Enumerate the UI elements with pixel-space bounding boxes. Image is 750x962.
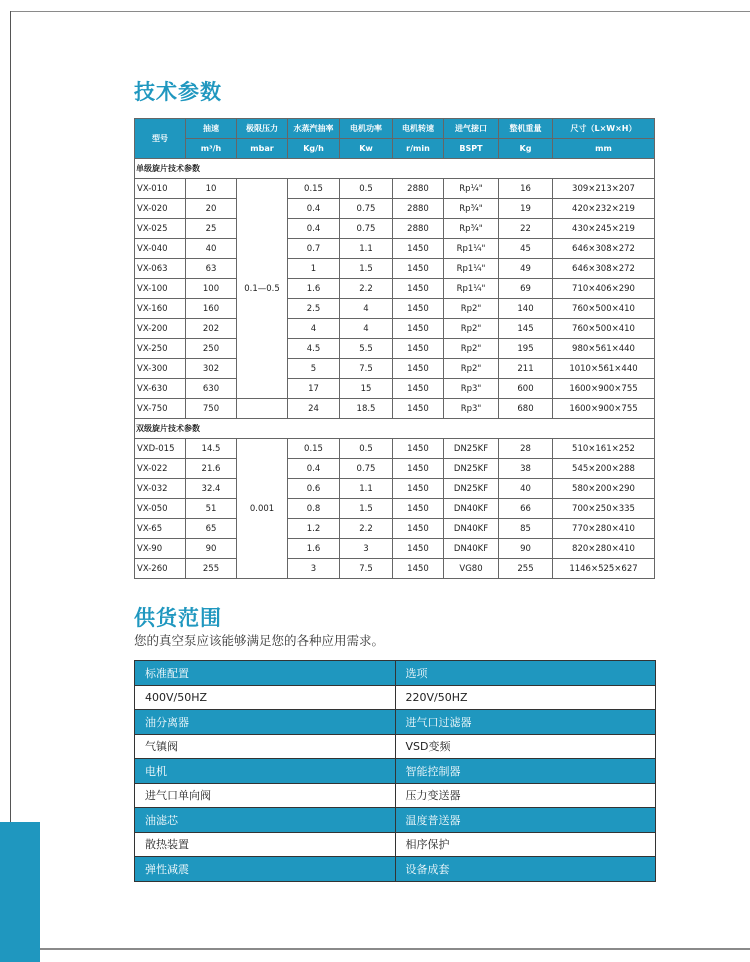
table-cell: 66: [499, 499, 553, 519]
standard-config-cell: 标准配置: [135, 661, 396, 686]
model-cell: VX-200: [135, 319, 186, 339]
table-row: [135, 359, 655, 379]
table-cell: 4: [288, 319, 340, 339]
table-cell: 1450: [393, 279, 444, 299]
table-cell: 0.5: [340, 179, 393, 199]
section-label: 双级旋片技术参数: [135, 419, 655, 439]
table-cell: 2880: [393, 219, 444, 239]
supply-row: [135, 661, 656, 686]
ultimate-pressure-cell: 0.1—0.5: [237, 179, 288, 399]
table-row: [135, 339, 655, 359]
table-cell: 1450: [393, 339, 444, 359]
table-cell: 250: [186, 339, 237, 359]
table-cell: VG80: [444, 559, 499, 579]
table-cell: Rp¾": [444, 199, 499, 219]
model-cell: VX-750: [135, 399, 186, 419]
supply-row: [135, 710, 656, 735]
table-cell: 680: [499, 399, 553, 419]
table-cell: 4: [340, 299, 393, 319]
table-cell: 0.15: [288, 439, 340, 459]
table-cell: 646×308×272: [553, 239, 655, 259]
table-cell: 600: [499, 379, 553, 399]
table-cell: Rp1¼": [444, 279, 499, 299]
table-cell: 1450: [393, 239, 444, 259]
table-row: [135, 259, 655, 279]
table-cell: 1: [288, 259, 340, 279]
option-cell: 相序保护: [395, 832, 656, 857]
table-cell: Rp¾": [444, 219, 499, 239]
standard-config-cell: 弹性减震: [135, 857, 396, 882]
table-cell: 3: [340, 539, 393, 559]
table-cell: 0.8: [288, 499, 340, 519]
table-cell: Rp1¼": [444, 239, 499, 259]
table-cell: 20: [186, 199, 237, 219]
section-row: [135, 159, 655, 179]
table-cell: Rp3": [444, 399, 499, 419]
table-cell: 0.5: [340, 439, 393, 459]
option-cell: 选项: [395, 661, 656, 686]
table-cell: 4: [340, 319, 393, 339]
table-cell: 0.6: [288, 479, 340, 499]
table-row: [135, 539, 655, 559]
model-cell: VX-250: [135, 339, 186, 359]
standard-config-cell: 散热装置: [135, 832, 396, 857]
model-cell: VX-022: [135, 459, 186, 479]
table-cell: 1450: [393, 559, 444, 579]
table-cell: 630: [186, 379, 237, 399]
table-cell: 202: [186, 319, 237, 339]
model-cell: VX-010: [135, 179, 186, 199]
supply-row: [135, 759, 656, 784]
model-cell: VX-025: [135, 219, 186, 239]
table-cell: 3: [288, 559, 340, 579]
page-frame-top: [10, 11, 750, 12]
supply-row: [135, 832, 656, 857]
table-cell: 710×406×290: [553, 279, 655, 299]
ultimate-pressure-cell: 0.001: [237, 439, 288, 579]
table-cell: 140: [499, 299, 553, 319]
column-header: 抽速: [186, 119, 237, 139]
table-cell: Rp1¼": [444, 259, 499, 279]
units-row: [135, 139, 655, 159]
option-cell: 压力变送器: [395, 783, 656, 808]
table-row: [135, 519, 655, 539]
column-header: 水蒸汽抽率: [288, 119, 340, 139]
table-cell: 750: [186, 399, 237, 419]
table-row: [135, 319, 655, 339]
table-cell: DN25KF: [444, 459, 499, 479]
table-row: [135, 179, 655, 199]
table-cell: 1450: [393, 499, 444, 519]
table-cell: 49: [499, 259, 553, 279]
decorative-blue-block: [0, 822, 40, 962]
table-cell: 1450: [393, 519, 444, 539]
table-cell: 2.2: [340, 519, 393, 539]
table-cell: 1.5: [340, 499, 393, 519]
column-unit: Kw: [340, 139, 393, 159]
table-cell: 1010×561×440: [553, 359, 655, 379]
table-cell: 51: [186, 499, 237, 519]
model-cell: VX-260: [135, 559, 186, 579]
model-cell: VXD-015: [135, 439, 186, 459]
table-cell: 980×561×440: [553, 339, 655, 359]
spec-title: 技术参数: [134, 80, 222, 104]
table-cell: 40: [499, 479, 553, 499]
table-cell: 100: [186, 279, 237, 299]
model-cell: VX-65: [135, 519, 186, 539]
table-cell: 1450: [393, 479, 444, 499]
column-header: 型号: [135, 119, 186, 159]
supply-title: 供货范围: [134, 606, 222, 630]
table-cell: 0.75: [340, 459, 393, 479]
standard-config-cell: 400V/50HZ: [135, 685, 396, 710]
table-cell: 1450: [393, 399, 444, 419]
model-cell: VX-300: [135, 359, 186, 379]
table-cell: 545×200×288: [553, 459, 655, 479]
table-row: [135, 279, 655, 299]
table-cell: 85: [499, 519, 553, 539]
table-cell: 90: [499, 539, 553, 559]
option-cell: VSD变频: [395, 734, 656, 759]
option-cell: 设备成套: [395, 857, 656, 882]
table-cell: 1450: [393, 319, 444, 339]
option-cell: 智能控制器: [395, 759, 656, 784]
column-unit: Kg/h: [288, 139, 340, 159]
column-header: 整机重量: [499, 119, 553, 139]
table-cell: Rp3": [444, 379, 499, 399]
table-cell: 2880: [393, 199, 444, 219]
table-cell: 1450: [393, 259, 444, 279]
table-row: [135, 479, 655, 499]
table-cell: 63: [186, 259, 237, 279]
table-cell: 5: [288, 359, 340, 379]
table-cell: 420×232×219: [553, 199, 655, 219]
supply-row: [135, 685, 656, 710]
table-cell: 16: [499, 179, 553, 199]
table-cell: 255: [499, 559, 553, 579]
table-row: [135, 459, 655, 479]
table-cell: 1450: [393, 299, 444, 319]
table-cell: 14.5: [186, 439, 237, 459]
supply-row: [135, 857, 656, 882]
table-cell: 5.5: [340, 339, 393, 359]
table-cell: 2880: [393, 179, 444, 199]
table-cell: 1.1: [340, 479, 393, 499]
table-row: [135, 559, 655, 579]
spec-table: [134, 118, 655, 579]
option-cell: 220V/50HZ: [395, 685, 656, 710]
standard-config-cell: 油分离器: [135, 710, 396, 735]
table-cell: 0.75: [340, 199, 393, 219]
table-cell: 40: [186, 239, 237, 259]
supply-row: [135, 783, 656, 808]
table-cell: 1450: [393, 539, 444, 559]
table-row: [135, 299, 655, 319]
table-cell: 2.5: [288, 299, 340, 319]
table-row: [135, 219, 655, 239]
table-cell: 15: [340, 379, 393, 399]
column-unit: mbar: [237, 139, 288, 159]
table-cell: 90: [186, 539, 237, 559]
column-header: 进气接口: [444, 119, 499, 139]
table-row: [135, 439, 655, 459]
column-header: 极限压力: [237, 119, 288, 139]
table-cell: Rp2": [444, 319, 499, 339]
model-cell: VX-040: [135, 239, 186, 259]
table-cell: 302: [186, 359, 237, 379]
table-cell: 430×245×219: [553, 219, 655, 239]
table-cell: 1450: [393, 379, 444, 399]
model-cell: VX-050: [135, 499, 186, 519]
table-cell: 1450: [393, 359, 444, 379]
table-cell: Rp2": [444, 359, 499, 379]
section-label: 单级旋片技术参数: [135, 159, 655, 179]
supply-row: [135, 808, 656, 833]
table-cell: 0.15: [288, 179, 340, 199]
supply-subtitle: 您的真空泵应该能够满足您的各种应用需求。: [134, 633, 385, 648]
standard-config-cell: 气镇阀: [135, 734, 396, 759]
table-cell: 0.7: [288, 239, 340, 259]
table-row: [135, 499, 655, 519]
supply-row: [135, 734, 656, 759]
table-cell: 32.4: [186, 479, 237, 499]
table-cell: 17: [288, 379, 340, 399]
table-cell: 760×500×410: [553, 319, 655, 339]
table-cell: Rp2": [444, 299, 499, 319]
table-cell: 309×213×207: [553, 179, 655, 199]
table-cell: 1450: [393, 459, 444, 479]
table-cell: 18.5: [340, 399, 393, 419]
table-cell: 1600×900×755: [553, 399, 655, 419]
table-cell: 0.75: [340, 219, 393, 239]
table-cell: 160: [186, 299, 237, 319]
model-cell: VX-160: [135, 299, 186, 319]
table-cell: 1.6: [288, 279, 340, 299]
table-cell: 1450: [393, 439, 444, 459]
table-cell: 2.2: [340, 279, 393, 299]
page-frame-left: [10, 11, 11, 949]
table-cell: 510×161×252: [553, 439, 655, 459]
table-cell: 580×200×290: [553, 479, 655, 499]
table-cell: 1.2: [288, 519, 340, 539]
table-row: [135, 399, 655, 419]
table-cell: 19: [499, 199, 553, 219]
table-cell: 7.5: [340, 359, 393, 379]
table-cell: 7.5: [340, 559, 393, 579]
table-cell: 0.4: [288, 459, 340, 479]
table-cell: Rp2": [444, 339, 499, 359]
column-unit: Kg: [499, 139, 553, 159]
table-cell: 24: [288, 399, 340, 419]
standard-config-cell: 进气口单向阀: [135, 783, 396, 808]
table-cell: 22: [499, 219, 553, 239]
model-cell: VX-032: [135, 479, 186, 499]
model-cell: VX-063: [135, 259, 186, 279]
table-cell: 0.4: [288, 219, 340, 239]
column-unit: mm: [553, 139, 655, 159]
table-cell: 10: [186, 179, 237, 199]
empty-cell: [237, 399, 288, 419]
column-header: 电机转速: [393, 119, 444, 139]
table-cell: 700×250×335: [553, 499, 655, 519]
table-cell: 145: [499, 319, 553, 339]
column-unit: m³/h: [186, 139, 237, 159]
table-cell: 646×308×272: [553, 259, 655, 279]
table-row: [135, 199, 655, 219]
column-unit: r/min: [393, 139, 444, 159]
table-cell: 1.6: [288, 539, 340, 559]
table-cell: 21.6: [186, 459, 237, 479]
option-cell: 进气口过滤器: [395, 710, 656, 735]
standard-config-cell: 油滤芯: [135, 808, 396, 833]
table-cell: 25: [186, 219, 237, 239]
column-header: 电机功率: [340, 119, 393, 139]
table-cell: 4.5: [288, 339, 340, 359]
option-cell: 温度普送器: [395, 808, 656, 833]
header-row: [135, 119, 655, 139]
table-cell: 1600×900×755: [553, 379, 655, 399]
table-cell: 211: [499, 359, 553, 379]
table-cell: 0.4: [288, 199, 340, 219]
table-cell: 1.1: [340, 239, 393, 259]
column-header: 尺寸（L×W×H）: [553, 119, 655, 139]
table-cell: DN40KF: [444, 499, 499, 519]
model-cell: VX-630: [135, 379, 186, 399]
supply-table: [134, 660, 656, 882]
table-cell: DN25KF: [444, 439, 499, 459]
table-cell: 255: [186, 559, 237, 579]
table-cell: 38: [499, 459, 553, 479]
table-cell: 770×280×410: [553, 519, 655, 539]
table-cell: 28: [499, 439, 553, 459]
table-cell: DN40KF: [444, 539, 499, 559]
table-cell: 1146×525×627: [553, 559, 655, 579]
table-cell: 820×280×410: [553, 539, 655, 559]
table-cell: 45: [499, 239, 553, 259]
table-cell: Rp¼": [444, 179, 499, 199]
table-cell: DN25KF: [444, 479, 499, 499]
section-row: [135, 419, 655, 439]
model-cell: VX-90: [135, 539, 186, 559]
table-cell: 760×500×410: [553, 299, 655, 319]
table-cell: 69: [499, 279, 553, 299]
table-row: [135, 239, 655, 259]
table-cell: DN40KF: [444, 519, 499, 539]
standard-config-cell: 电机: [135, 759, 396, 784]
model-cell: VX-100: [135, 279, 186, 299]
table-cell: 65: [186, 519, 237, 539]
column-unit: BSPT: [444, 139, 499, 159]
model-cell: VX-020: [135, 199, 186, 219]
table-cell: 1.5: [340, 259, 393, 279]
page-frame-bottom: [10, 948, 750, 950]
table-cell: 195: [499, 339, 553, 359]
table-row: [135, 379, 655, 399]
